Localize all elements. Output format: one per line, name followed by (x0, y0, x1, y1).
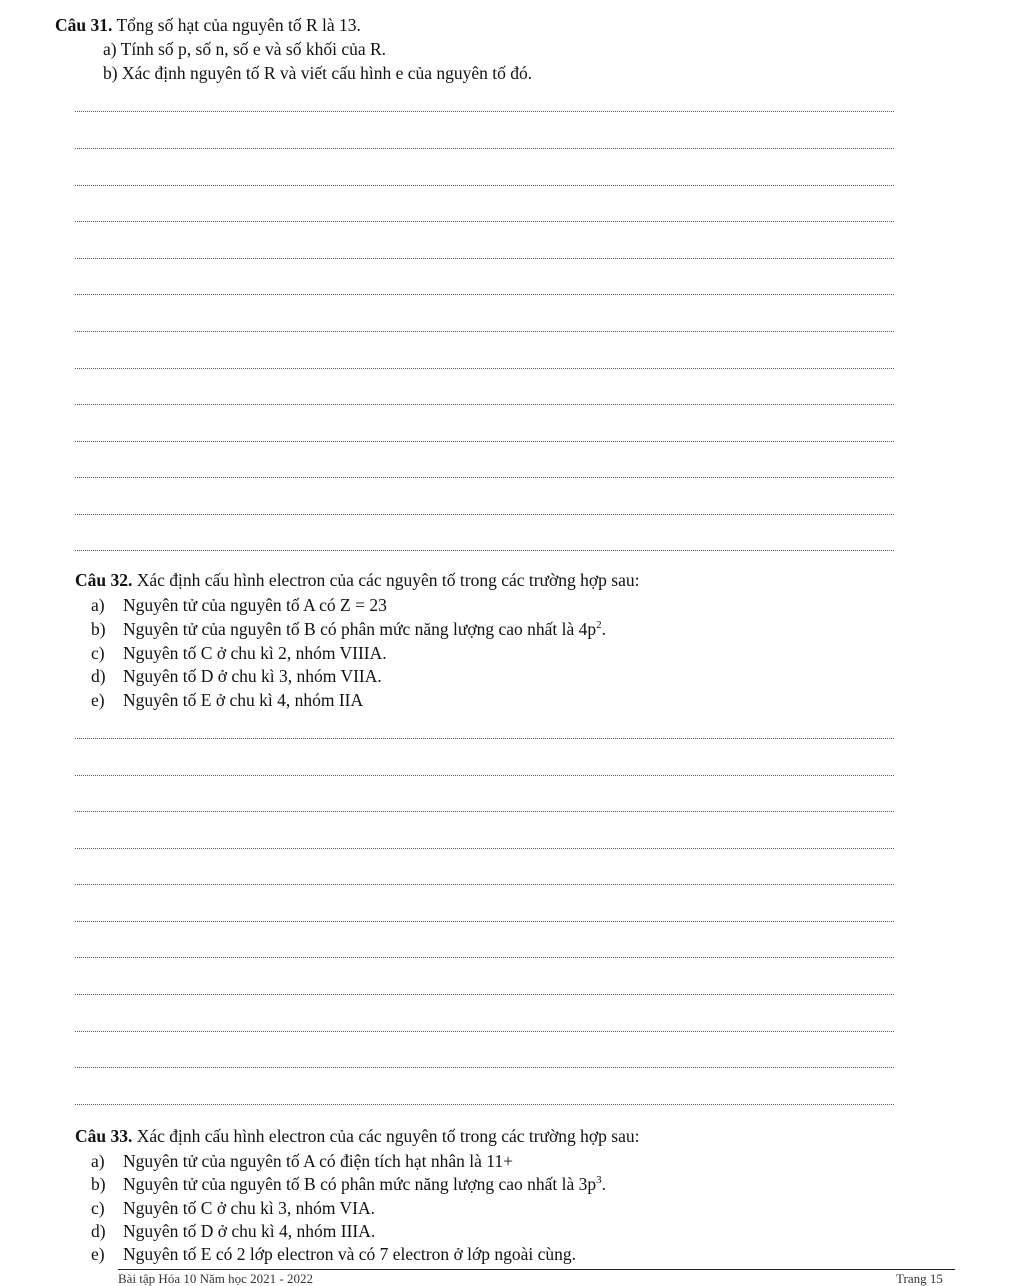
question-32-number: Câu 32. (75, 570, 133, 590)
footer-right: Trang 15 (896, 1271, 943, 1286)
answer-line (75, 148, 894, 149)
answer-line (75, 550, 894, 551)
answer-line (75, 775, 894, 776)
question-33-item-a: a) Nguyên tử của nguyên tố A có điện tích hạt nhân là 11+ (91, 1151, 514, 1171)
answer-line (75, 514, 894, 515)
answer-line (75, 368, 894, 369)
answer-line (75, 477, 894, 478)
question-33-item-e: e) Nguyên tố E có 2 lớp electron và có 7 electron ở lớp ngoài cùng. (91, 1244, 576, 1264)
question-33-text: Xác định cấu hình electron của các nguyên tố trong các trường hợp sau: (136, 1126, 640, 1146)
footer-rule (118, 1269, 955, 1270)
footer-left: Bài tập Hóa 10 Năm học 2021 - 2022 (118, 1271, 313, 1286)
question-32-item-e: e) Nguyên tố E ở chu kì 4, nhóm IIA (91, 690, 364, 710)
question-31-text: Tổng số hạt của nguyên tố R là 13. (116, 15, 361, 35)
question-32-item-b: b) Nguyên tử của nguyên tố B có phân mức năng lượng cao nhất là $4p^2$. (91, 619, 607, 639)
question-33-heading (75, 1125, 640, 1147)
answer-line (75, 221, 894, 222)
question-32-heading (75, 569, 640, 591)
answer-line (75, 994, 894, 995)
answer-line (75, 738, 894, 739)
question-31-number: Câu 31. (55, 15, 113, 35)
answer-line (75, 185, 894, 186)
question-31-part-b: b) Xác định nguyên tố R và viết cấu hình e của nguyên tố đó. (103, 63, 533, 83)
answer-line (75, 441, 894, 442)
question-33-item-d: d) Nguyên tố D ở chu kì 4, nhóm IIIA. (91, 1221, 376, 1241)
question-31-part-a: a) Tính số p, số n, số e và số khối của R. (103, 39, 387, 59)
question-33-item-c: c) Nguyên tố C ở chu kì 3, nhóm VIA. (91, 1198, 375, 1218)
answer-line (75, 111, 894, 112)
answer-line (75, 1104, 894, 1105)
answer-line (75, 884, 894, 885)
answer-line (75, 258, 894, 259)
question-32-item-a: a) Nguyên tử của nguyên tố A có Z = 23 (91, 595, 387, 615)
question-33-item-b: b) Nguyên tử của nguyên tố B có phân mức năng lượng cao nhất là $3p^3$. (91, 1174, 607, 1194)
question-32-text: Xác định cấu hình electron của các nguyên tố trong các trường hợp sau: (136, 570, 640, 590)
answer-line (75, 848, 894, 849)
answer-line (75, 331, 894, 332)
answer-line (75, 957, 894, 958)
answer-line (75, 1067, 894, 1068)
answer-line (75, 1031, 894, 1032)
question-31-heading (55, 14, 361, 36)
question-33-number: Câu 33. (75, 1126, 133, 1146)
question-32-item-c: c) Nguyên tố C ở chu kì 2, nhóm VIIIA. (91, 643, 387, 663)
answer-line (75, 811, 894, 812)
question-32-item-d: d) Nguyên tố D ở chu kì 3, nhóm VIIA. (91, 666, 382, 686)
answer-line (75, 404, 894, 405)
answer-line (75, 294, 894, 295)
answer-line (75, 921, 894, 922)
